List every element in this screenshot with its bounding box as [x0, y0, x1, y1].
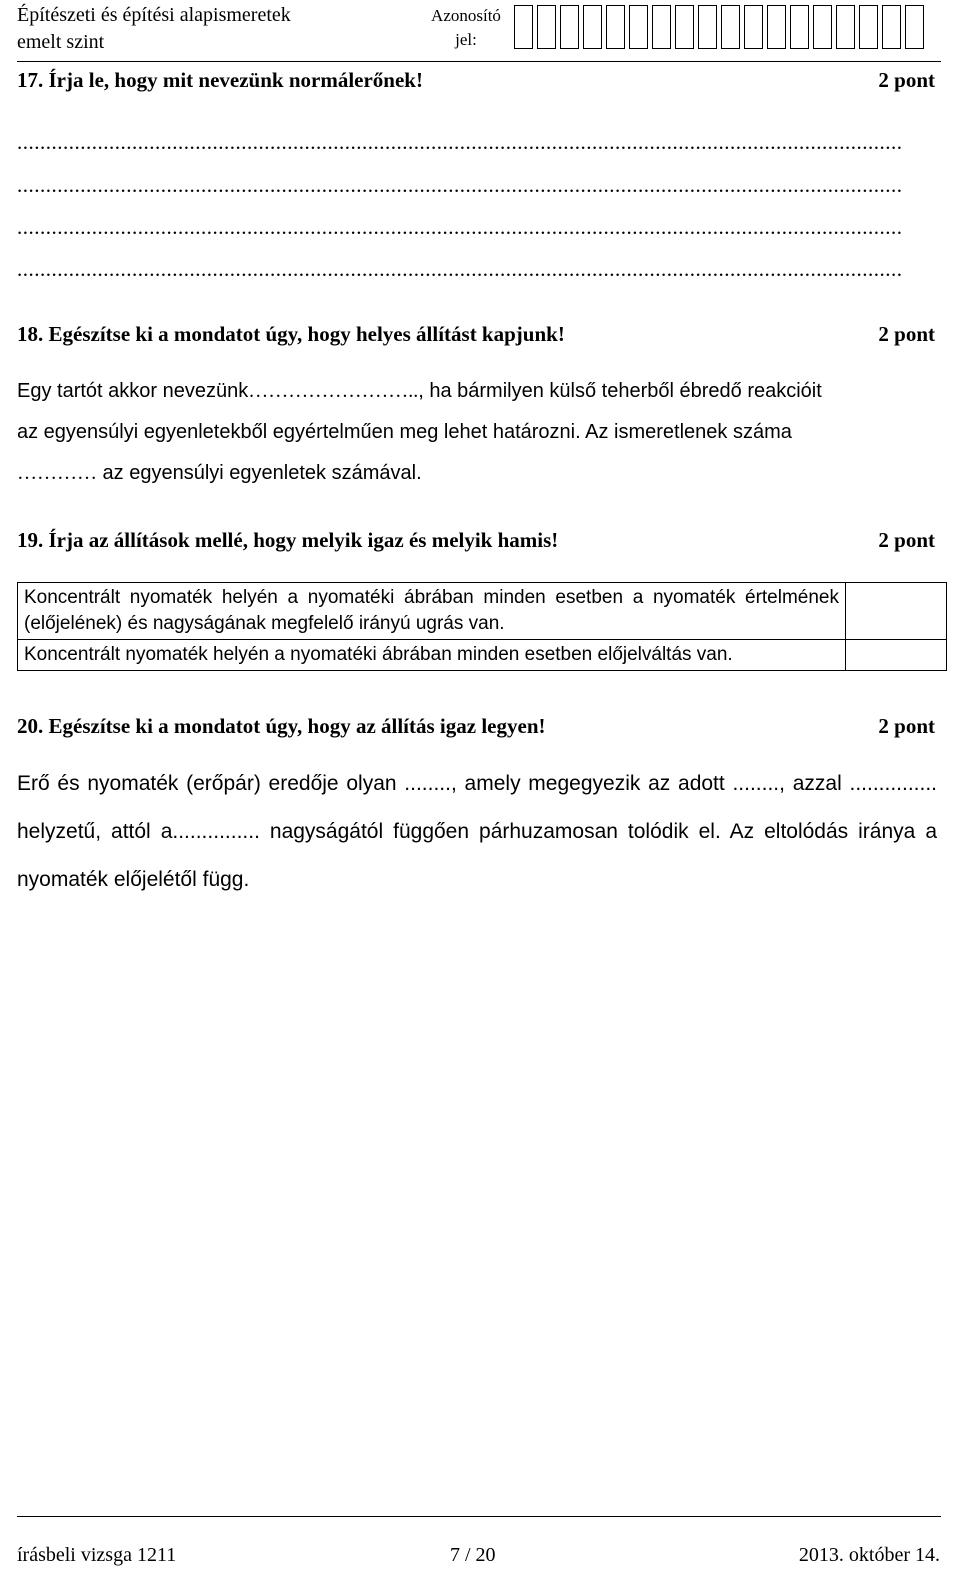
table-row [18, 583, 947, 640]
id-box[interactable] [859, 5, 878, 49]
q19-heading [17, 528, 935, 553]
q20-points: 2 pont [878, 714, 935, 738]
q18-title: 18. Egészítse ki a mondatot úgy, hogy helyes állítást kapjunk! [17, 322, 565, 346]
q17-title: 17. Írja le, hogy mit nevezünk normálerőnek! [17, 68, 423, 92]
azonosito-line1: Azonosító [431, 6, 501, 25]
footer-divider [17, 1516, 941, 1517]
id-box[interactable] [790, 5, 809, 49]
id-box[interactable] [514, 5, 533, 49]
q17-points: 2 pont [878, 68, 935, 92]
id-code-boxes [514, 5, 928, 49]
id-box[interactable] [606, 5, 625, 49]
q17-answer-line[interactable]: .......................................................................................................................................................... [17, 130, 903, 154]
q18-heading [17, 322, 935, 347]
q17-answer-line[interactable]: .......................................................................................................................................................... [17, 215, 903, 239]
q18-line2: az egyensúlyi egyenletekből egyértelműen meg lehet határozni. Az ismeretlenek száma [17, 421, 792, 443]
statement-cell: Koncentrált nyomaték helyén a nyomatéki ábrában minden esetben a nyomaték értelmének (előjelének) és nagyságának megfelelő irányú ugrás van. [18, 583, 846, 640]
id-box[interactable] [652, 5, 671, 49]
id-box[interactable] [675, 5, 694, 49]
q18-blank-2[interactable]: ………… [17, 462, 97, 484]
q20-heading [17, 714, 935, 739]
q18-line3-end: az egyensúlyi egyenletek számával. [97, 462, 422, 484]
q18-points: 2 pont [878, 322, 935, 346]
header-level: emelt szint [17, 31, 105, 53]
id-box[interactable] [836, 5, 855, 49]
header-azonosito-label [420, 4, 512, 52]
header-title [17, 2, 291, 56]
id-box[interactable] [583, 5, 602, 49]
q18-line1 [17, 375, 935, 407]
q17-answer-line[interactable]: .......................................................................................................................................................... [17, 173, 903, 197]
footer-exam-code: írásbeli vizsga 1211 [17, 1544, 177, 1566]
q17-answer-line[interactable]: .......................................................................................................................................................... [17, 257, 903, 281]
q19-points: 2 pont [878, 528, 935, 552]
q18-line1-start: Egy tartót akkor nevezünk [17, 380, 249, 402]
statement-cell: Koncentrált nyomaték helyén a nyomatéki ábrában minden esetben előjelváltás van. [18, 640, 846, 671]
table-row [18, 640, 947, 671]
answer-cell[interactable] [846, 640, 947, 671]
q18-blank-1[interactable]: …………………….. [248, 380, 419, 402]
id-box[interactable] [537, 5, 556, 49]
header-divider [17, 61, 941, 62]
q18-line3 [17, 457, 935, 489]
id-box[interactable] [744, 5, 763, 49]
footer-date: 2013. október 14. [798, 1544, 940, 1566]
id-box[interactable] [767, 5, 786, 49]
id-box[interactable] [629, 5, 648, 49]
q20-title: 20. Egészítse ki a mondatot úgy, hogy az állítás igaz legyen! [17, 714, 546, 738]
azonosito-line2: jel: [455, 30, 477, 49]
id-box[interactable] [813, 5, 832, 49]
true-false-table [17, 582, 947, 671]
id-box[interactable] [560, 5, 579, 49]
footer-page-number: 7 / 20 [450, 1544, 496, 1566]
id-box[interactable] [905, 5, 924, 49]
q18-line1-end: , ha bármilyen külső teherből ébredő reakcióit [418, 380, 822, 402]
q17-heading [17, 68, 935, 93]
q19-title: 19. Írja az állítások mellé, hogy melyik igaz és melyik hamis! [17, 528, 559, 552]
q18-text [17, 375, 935, 489]
id-box[interactable] [721, 5, 740, 49]
answer-cell[interactable] [846, 583, 947, 640]
header-subject: Építészeti és építési alapismeretek [17, 4, 291, 26]
id-box[interactable] [882, 5, 901, 49]
id-box[interactable] [698, 5, 717, 49]
q20-text[interactable]: Erő és nyomaték (erőpár) eredője olyan ........, amely megegyezik az adott ........, azzal ............... helyzetű, attól a............... nagyságától függően párhuzamosan tolódik el. Az eltolódás iránya a nyomaték előjelétől függ. [17, 772, 937, 891]
